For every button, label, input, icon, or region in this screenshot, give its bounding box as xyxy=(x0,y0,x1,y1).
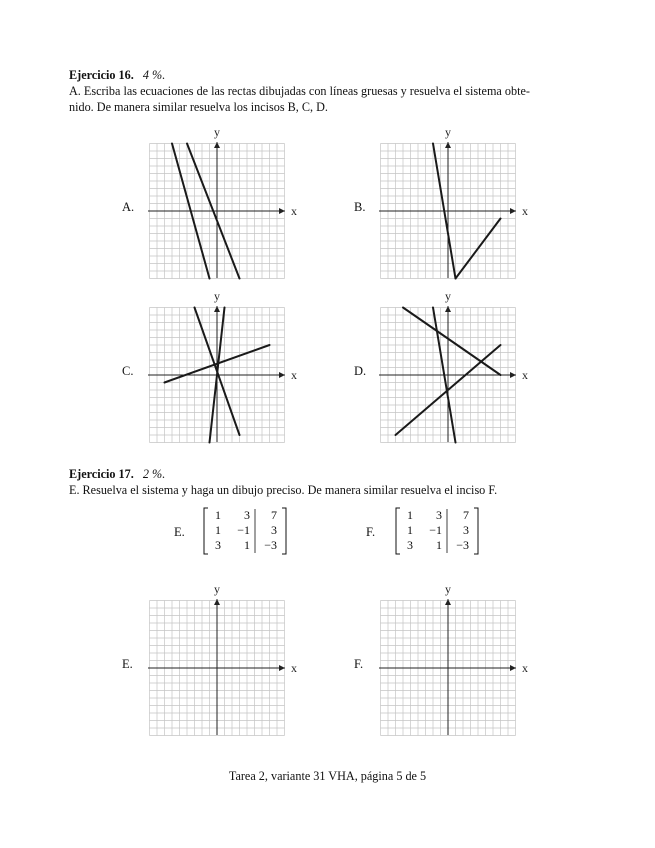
matrix-cell: 1 xyxy=(215,523,221,537)
matrix-cell: 7 xyxy=(463,508,469,522)
x-axis-label: x xyxy=(291,368,297,382)
y-axis-label: y xyxy=(445,289,451,303)
matrix-e xyxy=(200,505,292,557)
y-axis-label: y xyxy=(445,125,451,139)
y-axis-label: y xyxy=(214,289,220,303)
x-axis-label: x xyxy=(522,368,528,382)
matrix-cell: 3 xyxy=(271,523,277,537)
plot-b xyxy=(376,125,536,280)
matrix-e-label: E. xyxy=(174,525,185,539)
matrix-cell: 1 xyxy=(436,538,442,552)
x-axis-arrow-icon xyxy=(279,665,285,671)
matrix-cell: 1 xyxy=(407,508,413,522)
matrix-cell: −3 xyxy=(456,538,469,552)
y-axis-label: y xyxy=(214,582,220,596)
page-footer: Tarea 2, variante 31 VHA, página 5 de 5 xyxy=(228,769,427,783)
plot-d-label: D. xyxy=(354,364,367,378)
x-axis-arrow-icon xyxy=(279,372,285,378)
matrix-cell: 3 xyxy=(436,508,442,522)
x-axis-label: x xyxy=(522,661,528,675)
plot-c xyxy=(145,289,305,444)
thick-line-1 xyxy=(403,308,501,376)
plot-a xyxy=(145,125,305,280)
plot-d xyxy=(376,289,536,444)
plot-b-label: B. xyxy=(354,200,366,214)
y-axis-label: y xyxy=(445,582,451,596)
y-axis-label: y xyxy=(214,125,220,139)
y-axis-arrow-icon xyxy=(214,599,220,605)
x-axis-arrow-icon xyxy=(279,208,285,214)
matrix-cell: 3 xyxy=(463,523,469,537)
y-axis-arrow-icon xyxy=(445,142,451,148)
plot-a-label: A. xyxy=(122,200,135,214)
exercise-17-points: 2 %. xyxy=(142,467,166,481)
exercise-17-title: Ejercicio 17. xyxy=(69,467,134,481)
exercise-16-text-line1: A. Escriba las ecuaciones de las rectas dibujadas con líneas gruesas y resuelva el sistema obte- xyxy=(69,84,530,98)
left-bracket xyxy=(204,508,208,554)
matrix-cell: 3 xyxy=(244,508,250,522)
left-bracket xyxy=(396,508,400,554)
matrix-cell: 3 xyxy=(407,538,413,552)
x-axis-arrow-icon xyxy=(510,208,516,214)
right-bracket xyxy=(474,508,478,554)
y-axis-arrow-icon xyxy=(445,599,451,605)
exercise-16-title: Ejercicio 16. xyxy=(69,68,134,82)
exercise-17-heading xyxy=(69,466,165,482)
matrix-cell: 7 xyxy=(271,508,277,522)
plot-c-label: C. xyxy=(122,364,134,378)
matrix-cell: 1 xyxy=(244,538,250,552)
plot-e xyxy=(145,582,305,737)
matrix-cell: −3 xyxy=(264,538,277,552)
exercise-16-points: 4 %. xyxy=(142,68,166,82)
x-axis-label: x xyxy=(291,204,297,218)
matrix-cell: 1 xyxy=(407,523,413,537)
right-bracket xyxy=(282,508,286,554)
plot-e-label: E. xyxy=(122,657,133,671)
exercise-16-text-line2: nido. De manera similar resuelva los incisos B, C, D. xyxy=(69,100,328,114)
matrix-cell: 3 xyxy=(215,538,221,552)
matrix-cell: −1 xyxy=(429,523,442,537)
plot-f xyxy=(376,582,536,737)
x-axis-label: x xyxy=(522,204,528,218)
exercise-16-heading xyxy=(69,67,165,83)
x-axis-arrow-icon xyxy=(510,665,516,671)
matrix-cell: −1 xyxy=(237,523,250,537)
matrix-f-label: F. xyxy=(366,525,376,539)
exercise-17-text-line1: E. Resuelva el sistema y haga un dibujo preciso. De manera similar resuelva el inciso F. xyxy=(69,483,498,497)
y-axis-arrow-icon xyxy=(214,306,220,312)
plot-f-label: F. xyxy=(354,657,364,671)
y-axis-arrow-icon xyxy=(214,142,220,148)
x-axis-label: x xyxy=(291,661,297,675)
x-axis-arrow-icon xyxy=(510,372,516,378)
matrix-cell: 1 xyxy=(215,508,221,522)
matrix-f xyxy=(392,505,484,557)
y-axis-arrow-icon xyxy=(445,306,451,312)
